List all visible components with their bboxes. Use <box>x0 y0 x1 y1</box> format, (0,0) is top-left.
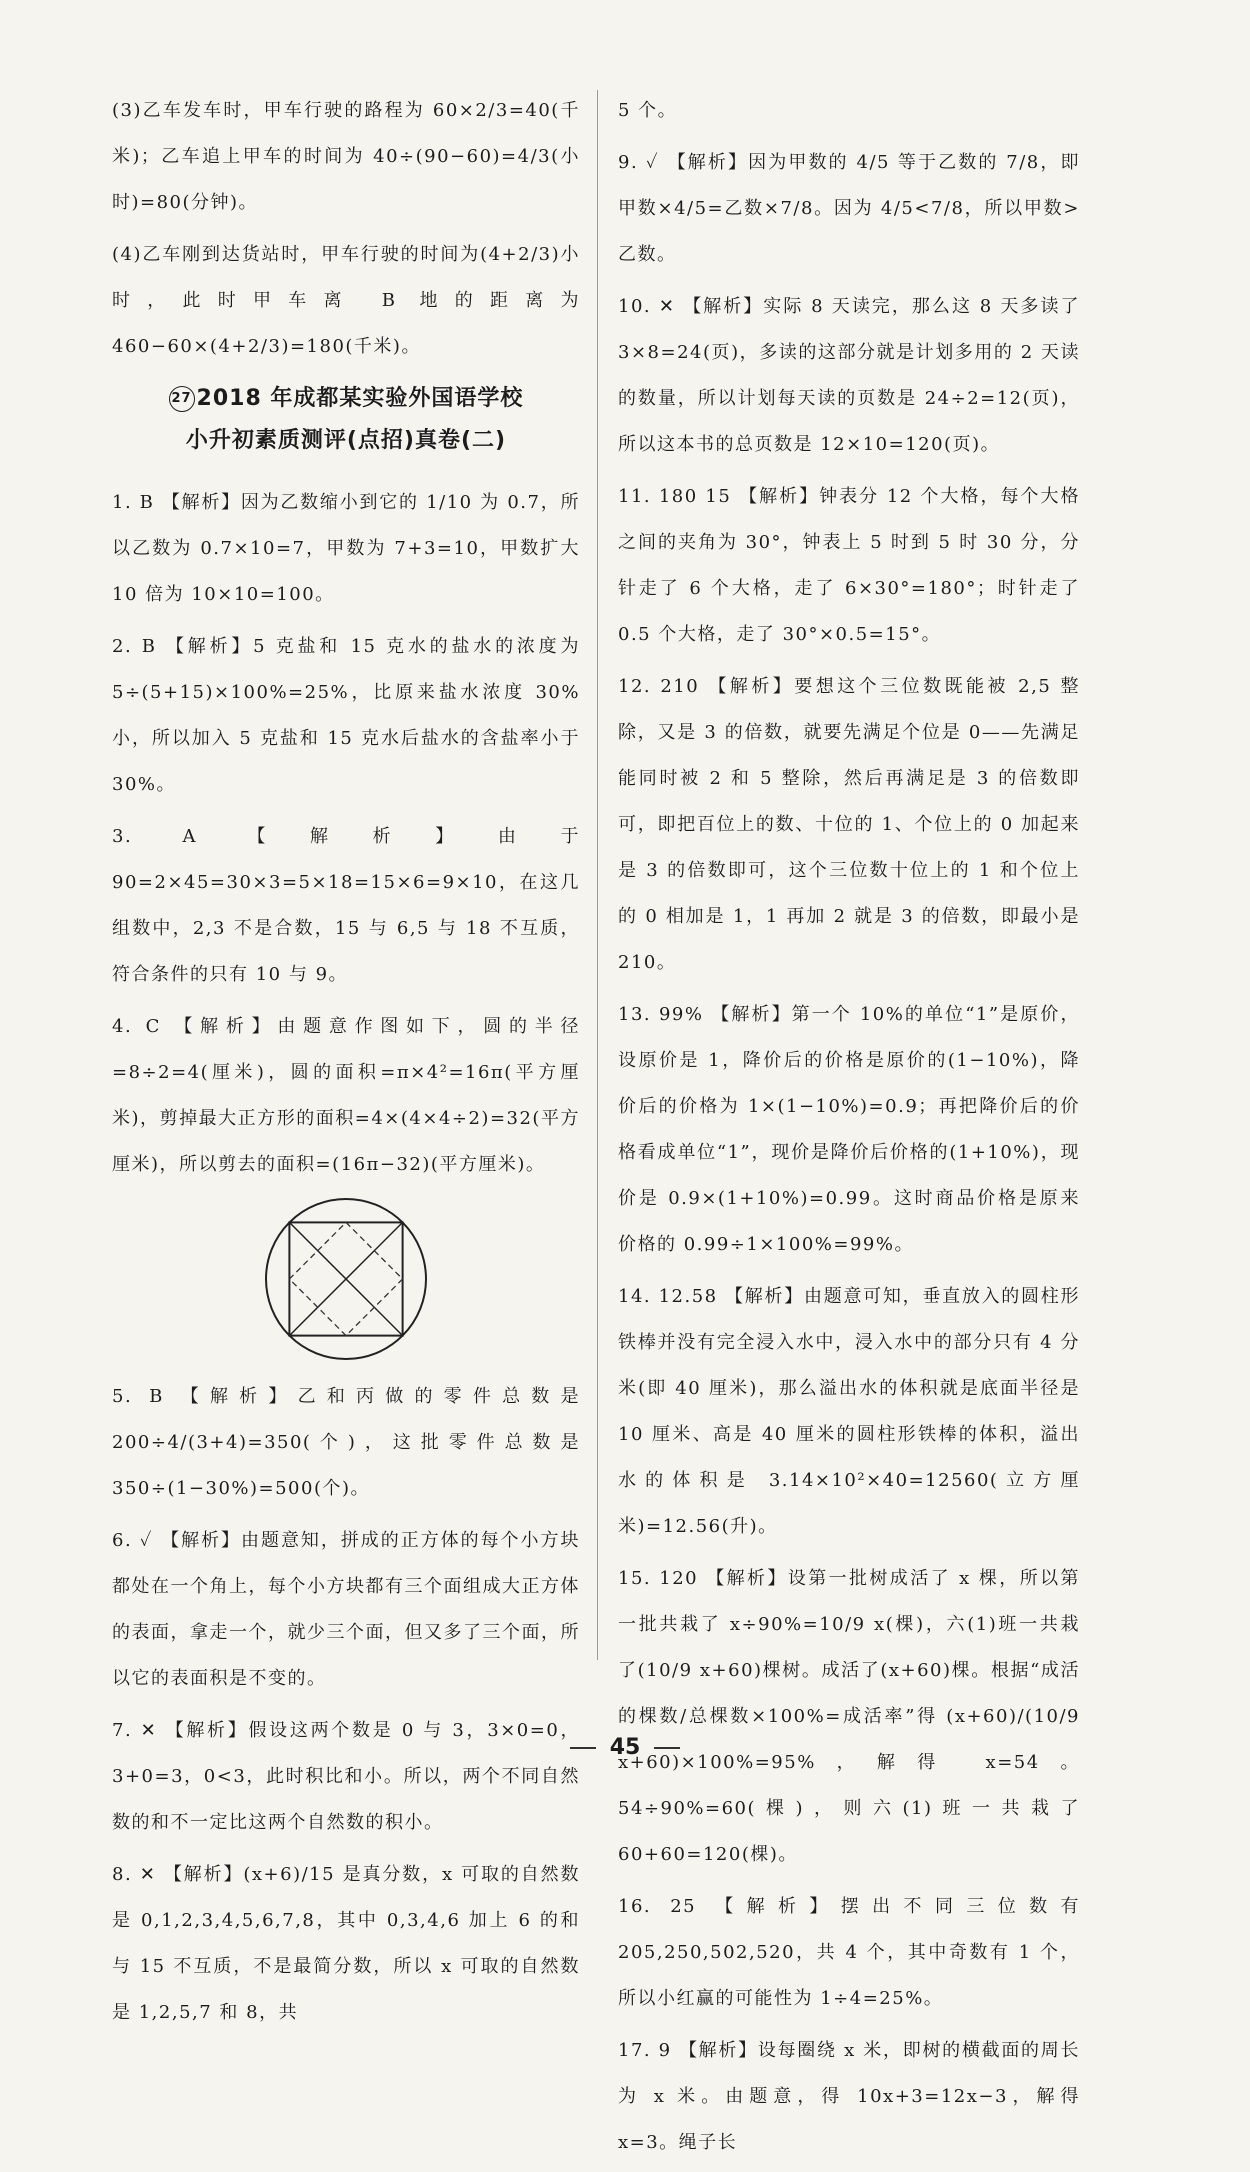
answer-item: 13. 99% 【解析】第一个 10%的单位“1”是原价，设原价是 1，降价后的价格是原价的(1−10%)，降价后的价格为 1×(1−10%)=0.9；再把降价后的价格看成单位“1”，现价是降价后价格的(1+10%)，现价是 0.9×(1+10%)=0.99。这时商品价格是原来价格的 0.99÷1×100%=99%。 <box>618 1004 1080 1255</box>
page-footer <box>0 1735 1250 1760</box>
circle-square-figure <box>112 1194 580 1364</box>
answer-item: 7. ✕ 【解析】假设这两个数是 0 与 3，3×0=0，3+0=3，0<3，此时积比和小。所以，两个不同自然数的和不一定比这两个自然数的积小。 <box>112 1720 580 1833</box>
footer-dash-left <box>570 1747 596 1749</box>
answer-item: 15. 120 【解析】设第一批树成活了 x 棵，所以第一批共栽了 x÷90%=10/9 x(棵)，六(1)班一共栽了(10/9 x+60)棵树。成活了(x+60)棵。根据“成活的棵数/总棵数×100%=成活率”得 (x+60)/(10/9 x+60)×100%=95%，解得 x=54。54÷90%=60(棵)，则六(1)班一共栽了 60+60=120(棵)。 <box>618 1568 1080 1865</box>
column-divider <box>597 90 598 1660</box>
answer-item: 9. ✓ 【解析】因为甲数的 4/5 等于乙数的 7/8，即甲数×4/5=乙数×7/8。因为 4/5<7/8，所以甲数>乙数。 <box>618 152 1080 265</box>
page-number: 45 <box>609 1735 641 1760</box>
answer-item: 16. 25 【解析】摆出不同三位数有 205,250,502,520，共 4 个，其中奇数有 1 个，所以小红赢的可能性为 1÷4=25%。 <box>618 1896 1080 2009</box>
answer-item: 5. B 【解析】乙和丙做的零件总数是 200÷4/(3+4)=350(个)，这批零件总数是 350÷(1−30%)=500(个)。 <box>112 1386 580 1499</box>
answer-item: 8. ✕ 【解析】(x+6)/15 是真分数，x 可取的自然数是 0,1,2,3,4,5,6,7,8，其中 0,3,4,6 加上 6 的和与 15 不互质，不是最简分数，所以 x 可取的自然数是 1,2,5,7 和 8，共 <box>112 1864 580 2023</box>
footer-dash-right <box>654 1747 680 1749</box>
section-title <box>112 378 580 462</box>
answer-item: 5 个。 <box>618 100 678 121</box>
answer-item: 11. 180 15 【解析】钟表分 12 个大格，每个大格之间的夹角为 30°，钟表上 5 时到 5 时 30 分，分针走了 6 个大格，走了 6×30°=180°；时针走了 0.5 个大格，走了 30°×0.5=15°。 <box>618 486 1080 645</box>
right-column <box>618 88 1080 2172</box>
paragraph: (4)乙车刚到达货站时，甲车行驶的时间为(4+2/3)小时，此时甲车离 B 地的距离为 460−60×(4+2/3)=180(千米)。 <box>112 244 580 357</box>
answer-item: 14. 12.58 【解析】由题意可知，垂直放入的圆柱形铁棒并没有完全浸入水中，浸入水中的部分只有 4 分米(即 40 厘米)，那么溢出水的体积就是底面半径是 10 厘米、高是 40 厘米的圆柱形铁棒的体积，溢出水的体积是 3.14×10²×40=12560(立方厘米)=12.56(升)。 <box>618 1286 1080 1537</box>
answer-item: 3. A 【解析】由于 90=2×45=30×3=5×18=15×6=9×10，在这几组数中，2,3 不是合数，15 与 6,5 与 18 不互质，符合条件的只有 10 与 9。 <box>112 826 580 985</box>
answer-item: 17. 9 【解析】设每圈绕 x 米，即树的横截面的周长为 x 米。由题意，得 10x+3=12x−3，解得 x=3。绳子长 <box>618 2040 1080 2153</box>
answer-item: 1. B 【解析】因为乙数缩小到它的 1/10 为 0.7，所以乙数为 0.7×10=7，甲数为 7+3=10，甲数扩大 10 倍为 10×10=100。 <box>112 492 580 605</box>
circle-square-diagram <box>261 1194 431 1364</box>
section-title-line1: 2018 年成都某实验外国语学校 <box>196 386 524 411</box>
answer-item: 10. ✕ 【解析】实际 8 天读完，那么这 8 天多读了 3×8=24(页)，多读的这部分就是计划多用的 2 天读的数量，所以计划每天读的页数是 24÷2=12(页)，所以这本书的总页数是 12×10=120(页)。 <box>618 296 1080 455</box>
section-title-line2: 小升初素质测评(点招)真卷(二) <box>185 428 507 453</box>
answer-item: 4. C 【解析】由题意作图如下，圆的半径=8÷2=4(厘米)，圆的面积=π×4²=16π(平方厘米)，剪掉最大正方形的面积=4×(4×4÷2)=32(平方厘米)，所以剪去的面积=(16π−32)(平方厘米)。 <box>112 1016 580 1175</box>
section-number: 27 <box>169 386 195 412</box>
answer-item: 12. 210 【解析】要想这个三位数既能被 2,5 整除，又是 3 的倍数，就要先满足个位是 0——先满足能同时被 2 和 5 整除，然后再满足是 3 的倍数即可，即把百位上的数、十位的 1、个位上的 0 加起来是 3 的倍数即可，这个三位数十位上的 1 和个位上的 0 相加是 1，1 再加 2 就是 3 的倍数，即最小是 210。 <box>618 676 1080 973</box>
paragraph: (3)乙车发车时，甲车行驶的路程为 60×2/3=40(千米)；乙车追上甲车的时间为 40÷(90−60)=4/3(小时)=80(分钟)。 <box>112 100 580 213</box>
answer-item: 6. ✓ 【解析】由题意知，拼成的正方体的每个小方块都处在一个角上，每个小方块都有三个面组成大正方体的表面，拿走一个，就少三个面，但又多了三个面，所以它的表面积是不变的。 <box>112 1530 580 1689</box>
answer-item: 2. B 【解析】5 克盐和 15 克水的盐水的浓度为 5÷(5+15)×100%=25%，比原来盐水浓度 30%小，所以加入 5 克盐和 15 克水后盐水的含盐率小于 30%。 <box>112 636 580 795</box>
